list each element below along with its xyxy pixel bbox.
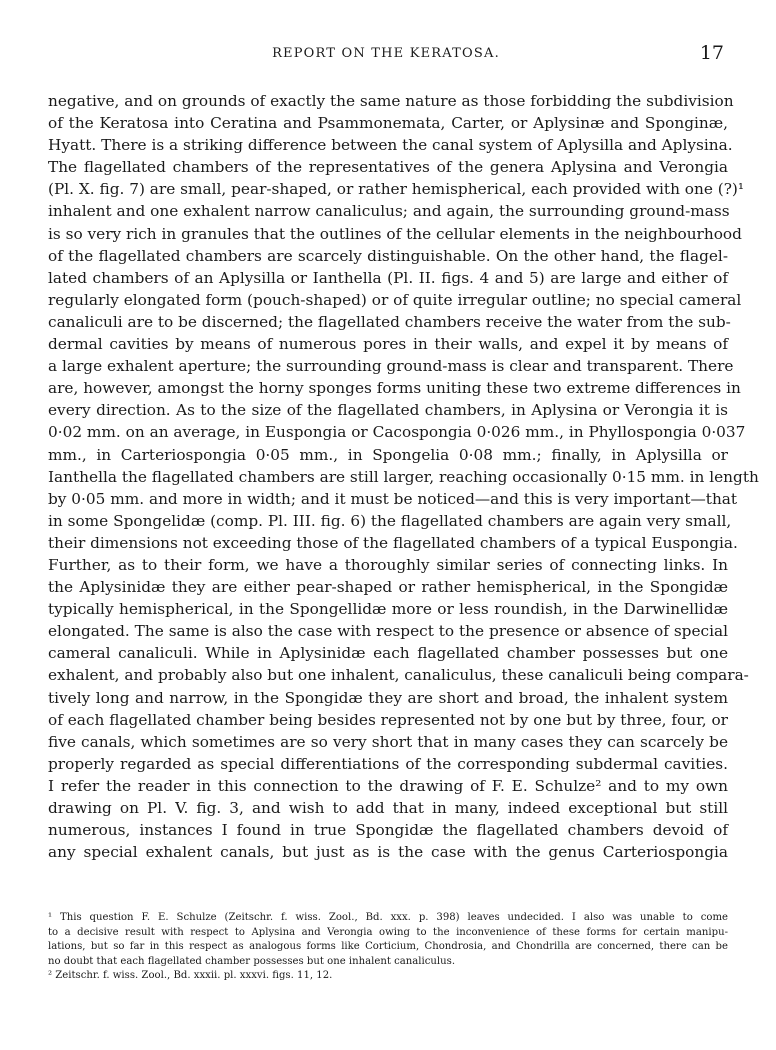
text-line: lated chambers of an Aplysilla or Ianthella (Pl. II. figs. 4 and 5) are large and either of: [48, 268, 728, 287]
text-line: 0·02 mm. on an average, in Euspongia or Cacospongia 0·026 mm., in Phyllospongia 0·037: [48, 423, 746, 442]
text-line: of the Keratosa into Ceratina and Psammonemata, Carter, or Aplysinæ and Sponginæ,: [48, 114, 728, 133]
text-line: numerous, instances I found in true Spongidæ the flagellated chambers devoid of: [48, 821, 728, 840]
running-head: REPORT ON THE KERATOSA.: [272, 46, 500, 61]
footnote-line: ² Zeitschr. f. wiss. Zool., Bd. xxxii. pl. xxxvi. figs. 11, 12.: [48, 970, 333, 982]
text-line: of each flagellated chamber being besides represented not by one but by three, four, or: [48, 710, 728, 729]
text-line: is so very rich in granules that the outlines of the cellular elements in the neighbourhood: [48, 224, 742, 243]
text-line: five canals, which sometimes are so very short that in many cases they can scarcely be: [48, 732, 728, 751]
text-line: Further, as to their form, we have a thoroughly similar series of connecting links. In: [48, 555, 728, 574]
text-line: mm., in Carteriospongia 0·05 mm., in Spongelia 0·08 mm.; finally, in Aplysilla or: [48, 445, 728, 464]
text-line: inhalent and one exhalent narrow canaliculus; and again, the surrounding ground-mass: [48, 202, 730, 221]
text-line: a large exhalent aperture; the surrounding ground-mass is clear and transparent. There: [48, 357, 734, 376]
text-line: the Aplysinidæ they are either pear-shaped or rather hemispherical, in the Spongidæ: [48, 578, 728, 597]
text-line: elongated. The same is also the case with respect to the presence or absence of special: [48, 622, 728, 641]
text-line: of the flagellated chambers are scarcely distinguishable. On the other hand, the flagel-: [48, 246, 728, 265]
text-line: The flagellated chambers of the representatives of the genera Aplysina and Verongia: [48, 158, 728, 177]
text-line: I refer the reader in this connection to the drawing of F. E. Schulze² and to my own: [48, 776, 728, 795]
text-line: regularly elongated form (pouch-shaped) or of quite irregular outline; no special cameral: [48, 290, 742, 309]
text-line: Hyatt. There is a striking difference between the canal system of Aplysilla and Aplysina.: [48, 136, 733, 155]
text-line: Ianthella the flagellated chambers are still larger, reaching occasionally 0·15 mm. in length: [48, 467, 759, 486]
text-line: tively long and narrow, in the Spongidæ they are short and broad, the inhalent system: [48, 688, 728, 707]
text-line: negative, and on grounds of exactly the same nature as those forbidding the subdivision: [48, 92, 734, 110]
footnote-line: lations, but so far in this respect as analogous forms like Corticium, Chondrosia, and Chondrilla are concerned, there can be: [48, 941, 728, 953]
text-line: any special exhalent canals, but just as is the case with the genus Carteriospongia: [48, 843, 728, 862]
text-line: in some Spongelidæ (comp. Pl. III. fig. 6) the flagellated chambers are again very small,: [48, 511, 732, 530]
text-line: every direction. As to the size of the flagellated chambers, in Aplysina or Verongia it is: [48, 401, 728, 420]
page-number: 17: [699, 42, 724, 64]
footnote-line: to a decisive result with respect to Aplysina and Verongia owing to the inconvenience of these forms for certain manipu-: [48, 926, 728, 938]
text-line: (Pl. X. fig. 7) are small, pear-shaped, or rather hemispherical, each provided with one (?)¹: [48, 180, 745, 199]
page-header: [48, 42, 724, 66]
footnote-line: ¹ This question F. E. Schulze (Zeitschr. f. wiss. Zool., Bd. xxx. p. 398) leaves undecided. I also was unable to come: [48, 912, 728, 923]
footnotes: [48, 911, 728, 984]
text-line: typically hemispherical, in the Spongellidæ more or less roundish, in the Darwinellidæ: [48, 600, 728, 619]
text-line: cameral canaliculi. While in Aplysinidæ each flagellated chamber possesses but one: [48, 644, 728, 663]
text-line: canaliculi are to be discerned; the flagellated chambers receive the water from the sub-: [48, 312, 731, 331]
footnote-line: no doubt that each flagellated chamber possesses but one inhalent canaliculus.: [48, 955, 456, 967]
text-line: exhalent, and probably also but one inhalent, canaliculus, these canaliculi being compara-: [48, 666, 749, 685]
text-line: are, however, amongst the horny sponges forms uniting these two extreme differences in: [48, 379, 741, 398]
text-line: drawing on Pl. V. fig. 3, and wish to add that in many, indeed exceptional but still: [48, 799, 728, 817]
text-line: dermal cavities by means of numerous pores in their walls, and expel it by means of: [48, 335, 728, 354]
main-text: [48, 90, 759, 863]
text-line: by 0·05 mm. and more in width; and it must be noticed—and this is very important—that: [48, 489, 738, 508]
text-line: properly regarded as special differentiations of the corresponding subdermal cavities.: [48, 754, 728, 773]
text-line: their dimensions not exceeding those of the flagellated chambers of a typical Euspongia.: [48, 533, 738, 552]
